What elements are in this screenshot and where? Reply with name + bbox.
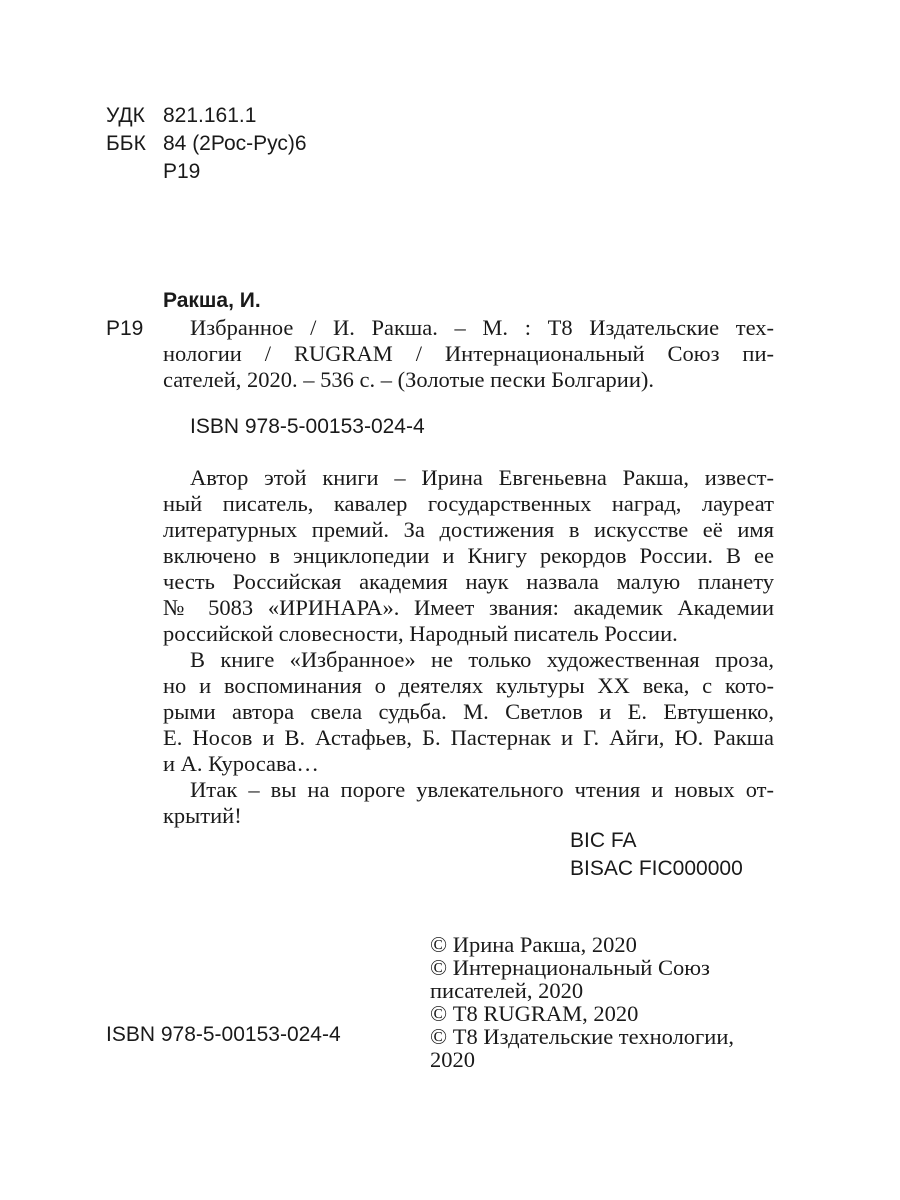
isbn-record: ISBN 978-5-00153-024-4 bbox=[190, 415, 425, 438]
bisac-code: BISAC FIC000000 bbox=[570, 857, 743, 880]
annotation-line: Итак – вы на пороге увлекательного чтения и новых от- bbox=[190, 777, 774, 802]
description-line: сателей, 2020. – 536 с. – (Золотые пески Болгарии). bbox=[163, 367, 655, 392]
annotation-line: российской словесности, Народный писатель России. bbox=[163, 621, 678, 646]
annotation-line: но и воспоминания о деятелях культуры XX века, с кото- bbox=[163, 673, 774, 698]
copyright-line: © Ирина Ракша, 2020 bbox=[430, 932, 637, 957]
annotation-line: честь Российская академия наук назвала малую планету bbox=[163, 569, 774, 594]
udk-value: 821.161.1 bbox=[163, 104, 257, 127]
annotation-line: ный писатель, кавалер государственных наград, лауреат bbox=[163, 491, 774, 516]
annotation-line: крытий! bbox=[163, 803, 242, 828]
description-line: нологии / RUGRAM / Интернациональный Союз пи- bbox=[163, 341, 774, 366]
copyright-line: 2020 bbox=[430, 1047, 475, 1072]
description-line: Избранное / И. Ракша. – М. : Т8 Издательские тех- bbox=[190, 315, 774, 340]
copyright-line: © Интернациональный Союз bbox=[430, 955, 710, 980]
isbn-footer: ISBN 978-5-00153-024-4 bbox=[106, 1023, 341, 1046]
bic-code: BIC FA bbox=[570, 829, 637, 852]
copyright-line: © Т8 Издательские технологии, bbox=[430, 1024, 734, 1049]
bibliographic-author-mark: Р19 bbox=[106, 317, 144, 340]
copyright-line: © Т8 RUGRAM, 2020 bbox=[430, 1001, 639, 1026]
annotation-line: и А. Куросава… bbox=[163, 751, 319, 776]
bbk-value: 84 (2Рос-Рус)6 bbox=[163, 132, 307, 155]
annotation-line: включено в энциклопедии и Книгу рекордов России. В ее bbox=[163, 543, 774, 568]
annotation-line: В книге «Избранное» не только художественная проза, bbox=[190, 647, 774, 672]
classification-author-mark: Р19 bbox=[163, 160, 201, 183]
copyright-line: писателей, 2020 bbox=[430, 978, 584, 1003]
bbk-label: ББК bbox=[106, 132, 146, 155]
annotation-line: Автор этой книги – Ирина Евгеньевна Ракша, извест- bbox=[190, 465, 774, 490]
annotation-line: литературных премий. За достижения в искусстве её имя bbox=[163, 517, 774, 542]
author-heading: Ракша, И. bbox=[163, 289, 261, 312]
annotation-line: № 5083 «ИРИНАРА». Имеет звания: академик Академии bbox=[163, 595, 774, 620]
annotation-line: Е. Носов и В. Астафьев, Б. Пастернак и Г. Айги, Ю. Ракша bbox=[163, 725, 774, 750]
udk-label: УДК bbox=[106, 104, 145, 127]
annotation-line: рыми автора свела судьба. М. Светлов и Е. Евтушенко, bbox=[163, 699, 774, 724]
